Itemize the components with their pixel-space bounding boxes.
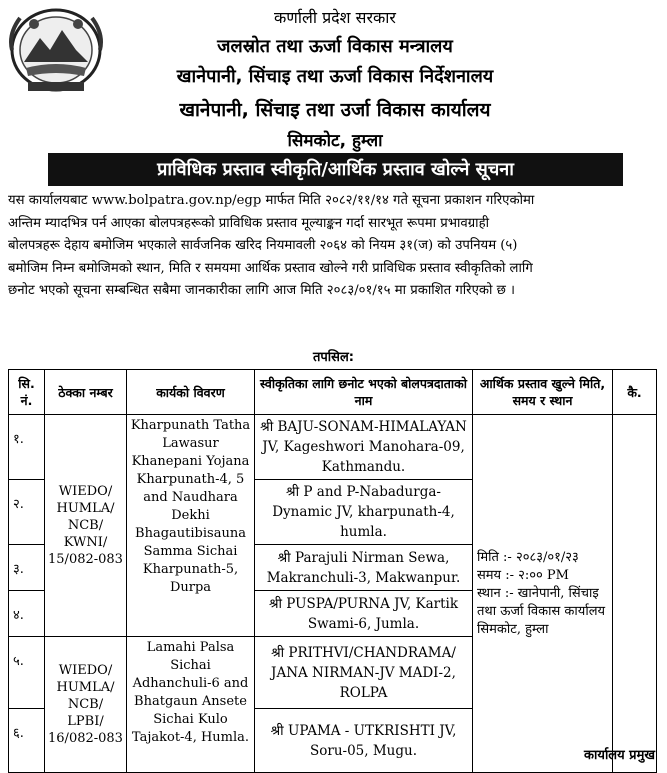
col-contract: ठेक्का नम्बर — [45, 370, 127, 415]
paragraph-line: बमोजिम निम्न बमोजिमको स्थान, मिति र समयमा आर्थिक प्रस्ताव खोल्ने गरी प्राविधिक प्रस्ताव स्वीकृतिको लागि — [8, 260, 533, 276]
remarks-cell — [613, 415, 657, 773]
schedule-heading: तपसिल: — [313, 350, 354, 365]
table-header-row — [9, 370, 657, 415]
row-sn: २. — [9, 480, 45, 545]
paragraph-line: अन्तिम म्यादभित्र पर्न आएका बोलपत्रहरूको प्राविधिक प्रस्ताव मूल्याङ्कन गर्दा सारभूत रूपमा प्रभावग्राही — [8, 215, 490, 231]
work-description: Kharpunath Tatha Lawasur Khanepani Yojana Kharpunath-4, 5 and Naudhara Dekhi Bhagautibisauna Samma Sichai Kharpunath-5, Durpa — [127, 415, 255, 637]
col-opening: आर्थिक प्रस्ताव खुल्ने मिति, समय र स्थान — [473, 370, 613, 415]
row-sn: ६. — [9, 709, 45, 773]
opening-date: मिति :- २०८३/०१/२३ — [477, 549, 579, 565]
col-work: कार्यको विवरण — [127, 370, 255, 415]
paragraph-line: बोलपत्रहरू देहाय बमोजिम भएकाले सार्वजनिक खरिद नियमावली २०६४ को नियम ३१(ज) को उपनियम (५) — [8, 238, 518, 253]
bidder-name: श्री P and P-Nabadurga-Dynamic JV, kharpunath-4, humla. — [255, 480, 473, 545]
contract-number: WIEDO/ HUMLA/ NCB/ KWNI/ 15/082-083 — [45, 415, 127, 637]
row-sn: ४. — [9, 591, 45, 637]
bidder-name: श्री PUSPA/PURNA JV, Kartik Swami-6, Jumla. — [255, 591, 473, 637]
contract-number: WIEDO/ HUMLA/ NCB/ LPBI/ 16/082-083 — [45, 637, 127, 773]
nepal-emblem-icon — [6, 4, 106, 96]
province-government: कर्णाली प्रदेश सरकार — [274, 8, 396, 27]
work-description: Lamahi Palsa Sichai Adhanchuli-6 and Bhatgaun Ansete Sichai Kulo Tajakot-4, Humla. — [127, 637, 255, 773]
row-sn: ५. — [9, 637, 45, 709]
bidder-name: श्री BAJU-SONAM-HIMALAYAN JV, Kageshwori Manohara-09, Kathmandu. — [255, 415, 473, 480]
office-name: खानेपानी, सिंचाइ तथा उर्जा विकास कार्यालय — [179, 99, 491, 121]
bidder-name: श्री UPAMA - UTKRISHTI JV, Soru-05, Mugu. — [255, 709, 473, 773]
col-sn: सि. नं. — [9, 370, 45, 415]
opening-place: स्थान :- खानेपानी, सिंचाइ तथा ऊर्जा विकास कार्यालय सिमकोट, हुम्ला — [477, 585, 606, 637]
paragraph-line: यस कार्यालयबाट www.bolpatra.gov.np/egp मार्फत मिति २०८२/११/१४ गते सूचना प्रकाशन गरिएकोमा — [8, 193, 535, 208]
ministry-name: जलस्रोत तथा ऊर्जा विकास मन्त्रालय — [217, 36, 453, 57]
bidder-table — [8, 369, 657, 773]
opening-time: समय :- २:०० PM — [477, 567, 569, 583]
office-location: सिमकोट, हुम्ला — [287, 131, 383, 151]
bidder-name: श्री PRITHVI/CHANDRAMA/ JANA NIRMAN-JV MADI-2, ROLPA — [255, 637, 473, 709]
paragraph-line: छनोट भएको सूचना सम्बन्धित सबैमा जानकारीका लागि आज मिति २०८३/०१/१५ मा प्रकाशित गरिएको छ । — [8, 283, 516, 298]
table-row — [9, 415, 657, 480]
row-sn: ३. — [9, 545, 45, 591]
opening-details — [473, 415, 613, 773]
bidder-name: श्री Parajuli Nirman Sewa, Makranchuli-3, Makwanpur. — [255, 545, 473, 591]
notice-title: प्राविधिक प्रस्ताव स्वीकृति/आर्थिक प्रस्ताव खोल्ने सूचना — [48, 153, 623, 186]
directorate-name: खानेपानी, सिंचाइ तथा ऊर्जा विकास निर्देशनालय — [176, 66, 494, 87]
col-bidder: स्वीकृतिका लागि छनोट भएको बोलपत्रदाताको नाम — [255, 370, 473, 415]
notice-paragraph — [8, 190, 660, 303]
office-chief-signature: कार्यालय प्रमुख — [584, 748, 655, 763]
col-remarks: कै. — [613, 370, 657, 415]
row-sn: १. — [9, 415, 45, 480]
